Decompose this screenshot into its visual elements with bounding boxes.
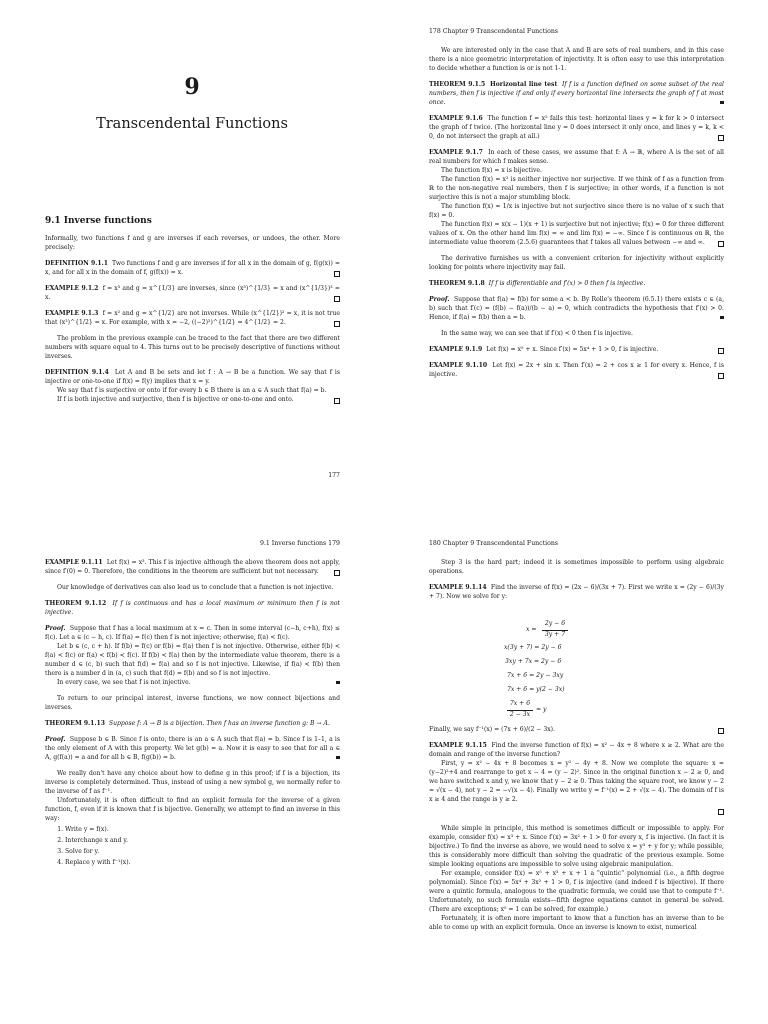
example-9-1-7 [429,148,724,166]
theorem-text: If f is continuous and has a local maximum or minimum then f is not injective. [45,600,341,616]
qed-box-icon [718,728,724,734]
example-text: Let f(x) = 2x + sin x. Then f′(x) = 2 + cos x ≥ 1 for every x. Hence, f is injective. [429,362,724,378]
list-item: 2. Interchange x and y. [65,836,340,845]
example-case: The function f(x) = x is bijective. [441,167,542,174]
proof-label: Proof. [45,736,66,743]
qed-filled-icon [720,101,724,104]
chapter-title: Transcendental Functions [96,116,288,132]
paragraph: To return to our principal interest, inverse functions, we now connect bijections and inverses. [45,695,340,711]
qed-box-icon [334,398,340,404]
page-178 [384,0,768,512]
paragraph: Step 3 is the hard part; indeed it is sometimes impossible to perform using algebraic operations. [429,559,724,575]
example-9-1-11 [45,558,340,576]
theorem-9-1-5 [429,80,724,107]
paragraph: For example, consider f(x) = x⁵ + x³ + x + 1 a "quintic" polynomial (i.e., a fifth degree polynomial). Since f′(x) = 5x⁴ + 3x² + 1 > 0, f is injective (and indeed f is bijective). If there were a quintic formula, analogous to the quadratic formula, we could use that to compute f⁻¹. Unfortunately, no such formula exists—fifth degree equations cannot in general be solved. (There are exceptions; x⁵ = 1 can be solved, for example.) [429,870,724,913]
proof-paragraph: Let b ∈ (c, c + h). If f(b) = f(c) or f(b) = f(a) then f is not injective. Otherwise, either f(b) < f(a) < f(c) or f(a) < f(b) < f(c). If f(b) < f(a) then by the intermediate value theorem, there is a number d ∈ (c, b) such that f(d) = f(a) and so f is not injective. Likewise, if f(a) < f(b) then there is a number d in (a, c) such that f(d) = f(b) and so f is not injective. [45,643,340,677]
paragraph: The derivative furnishes us with a convenient criterion for injectivity without explicitly looking for points where injectivity may fail. [429,255,724,271]
surjective-definition: We say that f is surjective or onto if for every b ∈ B there is an a ∈ A such that f(a) = b. [57,387,327,394]
example-text: In each of these cases, we assume that f: A → ℝ, where A is the set of all real numbers for which f makes sense. [429,149,724,165]
example-case: The function f(x) = 1/x is injective but not surjective since there is no value of x such that f(x) = 0. [429,203,724,219]
example-9-1-6 [429,114,724,141]
page-179-body [45,558,340,869]
running-header: 9.1 Inverse functions 179 [259,540,340,547]
page-178-body [429,46,724,379]
running-header: 178 Chapter 9 Transcendental Functions [429,28,558,35]
theorem-label: THEOREM 9.1.13 [45,720,106,727]
theorem-label: THEOREM 9.1.5 [429,81,486,88]
example-label: EXAMPLE 9.1.11 [45,559,103,566]
example-label: EXAMPLE 9.1.15 [429,742,487,749]
equation-lhs: x = [526,626,537,633]
theorem-text: If f is differentiable and f′(x) > 0 then f is injective. [488,280,646,287]
definition-9-1-1 [45,259,340,277]
definition-label: DEFINITION 9.1.1 [45,260,108,267]
paragraph: The problem in the previous example can be traced to the fact that there are two different numbers with square equal to 4. This turns out to be precisely descriptive of functions without inverses. [45,335,340,360]
paragraph: We really don't have any choice about how to define g in this proof; if f is a bijection, its inverse is completely determined. Thus, instead of using a new symbol g, we normally refer to the inverse of f as f⁻¹. [45,770,340,795]
example-text: f = x² and g = x^{1/2} are not inverses. While (x^{1/2})² = x, it is not true that (x²)^{1/2} = x. For example, with x = −2, ((−2)²)^{1/2} = 4^{1/2} = 2. [45,310,340,326]
page-180 [384,512,768,1024]
inverse-steps-list [45,825,340,867]
example-9-1-9 [429,345,724,354]
example-label: EXAMPLE 9.1.6 [429,115,483,122]
example-label: EXAMPLE 9.1.14 [429,584,487,591]
paragraph: While simple in principle, this method is sometimes difficult or impossible to apply. For example, consider f(x) = x³ + x. Since f′(x) = 3x² + 1 > 0 for every x, f is injective. (In fact it is bijective.) To find the inverse as above, we would need to solve x = y³ + y for y; while possible, this is considerably more difficult than solving the quadratic of the previous example. Some simple looking equations are impossible to solve using algebraic manipulation. [429,825,724,868]
list-item: 4. Replace y with f⁻¹(x). [65,858,340,867]
paragraph [429,725,724,734]
definition-label: DEFINITION 9.1.4 [45,369,109,376]
qed-line [429,806,724,815]
example-body [429,759,724,804]
proof-label: Proof. [45,625,66,632]
example-text: f = x³ and g = x^{1/3} are inverses, since (x³)^{1/3} = x and (x^{1/3})³ = x. [45,285,340,301]
theorem-9-1-13 [45,719,340,728]
page-180-body-bottom [429,725,724,932]
page-177-body [45,234,340,404]
example-text: Find the inverse function of f(x) = x² − 4x + 8 where x ≥ 2. What are the domain and range of the inverse function? [429,742,724,758]
paragraph: Fortunately, it is often more important to know that a function has an inverse than to be able to come up with an explicit formula. Once an inverse is known to exist, numerical [429,915,724,931]
example-text: The function f = x² fails this test: horizontal lines y = k for k > 0 intersect the graph of f twice. (The horizontal line y = 0 does intersect it only once, and lines y = k, k < 0, do not intersect the graph at all.) [429,115,724,140]
definition-text: Two functions f and g are inverses if for all x in the domain of g, f(g(x)) = x, and for all x in the domain of f, g(f(x)) = x. [45,260,341,276]
proof-text: Suppose that f(a) = f(b) for some a < b. By Rolle's theorem (6.5.1) there exists c ∈ (a, b) such that f′(c) = (f(b) − f(a))/(b − a) = 0, which contradicts the hypothesis that f′(x) > 0. Hence, if f(a) = f(b) then a = b. [429,296,725,321]
fraction-denominator: 3y + 7 [544,631,566,638]
theorem-label: THEOREM 9.1.8 [429,280,485,287]
bijective-definition [45,395,340,404]
example-body-text: First, y = x² − 4x + 8 becomes x = y² − 4y + 8. Now we complete the square: x = (y−2)²+4 and rearrange to get x − 4 = (y − 2)². Since in the original function x − 2 ≥ 0, and we have switched x and y, we know that y − 2 ≥ 0. Thus taking the square root, we know y − 2 = √(x − 4), not y − 2 = −√(x − 4). Finally we write y = f⁻¹(x) = 2 + √(x − 4). The domain of f is x ≥ 4 and the range is y ≥ 2. [429,760,724,803]
qed-filled-icon [336,681,340,684]
theorem-9-1-8 [429,279,724,288]
qed-filled-icon [336,756,340,759]
proof-paragraph [45,678,340,687]
definition-9-1-4 [45,368,340,386]
fraction-numerator: 2y − 6 [544,620,566,627]
theorem-9-1-12 [45,599,340,617]
theorem-label: THEOREM 9.1.12 [45,600,107,607]
fraction-numerator: 7x + 6 [509,700,531,707]
equation-fraction-row [504,700,644,720]
example-case: The function f(x) = x² is neither injective nor surjective. If we think of f as a function from ℝ to the non-negative real numbers, then f is surjective; in other words, if a function is not surjective this is not a major stumbling block. [429,176,724,201]
page-180-body-top [429,558,724,601]
example-text: Let f(x) = x⁵ + x. Since f′(x) = 5x⁴ + 1 > 0, f is injective. [486,346,659,353]
qed-box-icon [334,271,340,277]
equation-line: x(3y + 7) = 2y − 6 [504,644,562,651]
example-case [429,220,724,247]
example-9-1-10 [429,361,724,379]
qed-box-icon [334,296,340,302]
running-header: 180 Chapter 9 Transcendental Functions [429,540,558,547]
example-text: Let f(x) = x³. This f is injective although the above theorem does not apply, since f′(0) = 0. Therefore, the conditions in the theorem are sufficient but not necessary. [45,559,341,575]
proof-text: In every case, we see that f is not injective. [57,679,191,686]
example-label: EXAMPLE 9.1.2 [45,285,99,292]
bijective-text: If f is both injective and surjective, then f is bijective or one-to-one and onto. [57,396,294,403]
example-case-text: The function f(x) = x(x − 1)(x + 1) is surjective but not injective; f(x) = 0 for three different values of x. On the other hand lim f(x) = ∞ and lim f(x) = −∞. Since f is continuous on ℝ, the intermediate value theorem (2.5.6) guarantees that f takes all values between −∞ and ∞. [429,221,724,246]
qed-box-icon [718,348,724,354]
equation-block [504,620,644,720]
example-label: EXAMPLE 9.1.7 [429,149,483,156]
equation-line: 7x + 6 = y(2 − 3x) [507,686,565,693]
chapter-number: 9 [184,74,200,100]
example-label: EXAMPLE 9.1.10 [429,362,488,369]
definition-text: Let A and B be sets and let f : A → B be a function. We say that f is injective or one-to-one if f(x) = f(y) implies that x = y. [45,369,341,385]
example-label: EXAMPLE 9.1.9 [429,346,483,353]
example-9-1-15 [429,741,724,759]
qed-box-icon [334,321,340,327]
example-9-1-3 [45,309,340,327]
example-9-1-14 [429,583,724,601]
section-heading: 9.1 Inverse functions [45,216,152,226]
page-179 [0,512,384,1024]
qed-box-icon [718,135,724,141]
equation-line: 3xy + 7x = 2y − 6 [505,658,562,665]
example-9-1-2 [45,284,340,302]
proof-label: Proof. [429,296,450,303]
equation-rhs: = y [536,706,547,713]
qed-box-icon [718,241,724,247]
proof-text: Suppose that f has a local maximum at x = c. Then in some interval (c−h, c+h), f(x) ≤ f(c). Let a ∈ (c − h, c). If f(a) = f(c) then f is not injective; otherwise, f(a) < f(c). [45,625,341,641]
qed-filled-icon [720,316,724,319]
equation-fraction-row [504,620,644,640]
equation-line: 7x + 6 = 2y − 3xy [507,672,564,679]
list-item: 1. Write y = f(x). [65,825,340,834]
proof [45,624,340,642]
qed-box-icon [334,570,340,576]
proof [429,295,724,322]
proof [45,735,340,762]
page-number: 177 [328,472,340,479]
page-177 [0,0,384,512]
proof-text: Suppose b ∈ B. Since f is onto, there is an a ∈ A such that f(a) = b. Since f is 1–1, a is the only element of A with this property. We let g(b) = a. Now it is easy to see that for all a ∈ A, g(f(a)) = a and for all b ∈ B, f(g(b)) = b. [45,736,340,761]
list-item: 3. Solve for y. [65,847,340,856]
theorem-text: If f is a function defined on some subset of the real numbers, then f is injective if and only if every horizontal line intersects the graph of f at most once. [429,81,724,106]
paragraph: Our knowledge of derivatives can also lead us to conclude that a function is not injective. [57,584,334,591]
example-label: EXAMPLE 9.1.3 [45,310,99,317]
paragraph: We are interested only in the case that A and B are sets of real numbers, and in this case there is a nice geometric interpretation of injectivity. It is often easy to use this interpretation to decide whether a function is or is not 1-1. [429,47,724,72]
paragraph: In the same way, we can see that if f′(x) < 0 then f is injective. [441,330,633,337]
example-text: Find the inverse of f(x) = (2x − 6)/(3x + 7). First we write x = (2y − 6)/(3y + 7). Now we solve for y: [429,584,724,600]
qed-box-icon [718,373,724,379]
theorem-text: Suppose f: A → B is a bijection. Then f has an inverse function g: B → A. [108,720,330,727]
intro-paragraph: Informally, two functions f and g are inverses if each reverses, or undoes, the other. More precisely: [45,235,340,251]
paragraph: Unfortunately, it is often difficult to find an explicit formula for the inverse of a given function, f, even if it is known that f is bijective. Generally, we attempt to find an inverse in this way: [45,797,340,822]
theorem-name: Horizontal line test [489,81,558,88]
finally-text: Finally, we say f⁻¹(x) = (7x + 6)/(2 − 3x). [429,726,555,733]
fraction-denominator: 2 − 3x [509,711,531,718]
qed-box-icon [718,809,724,815]
